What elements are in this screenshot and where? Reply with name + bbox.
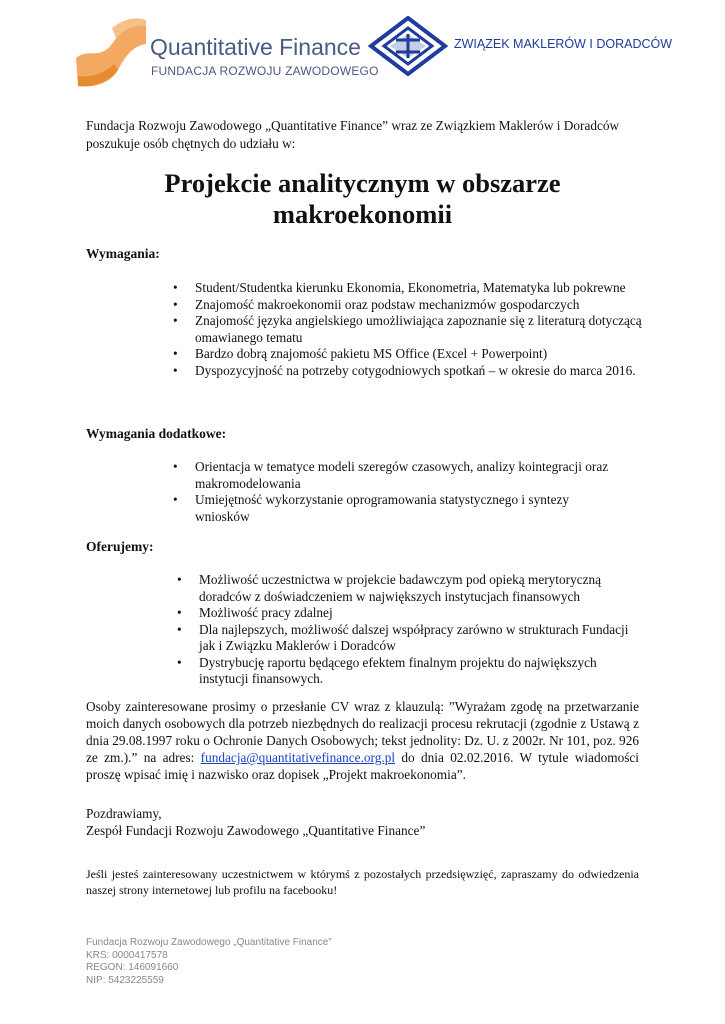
application-text-end: do dnia 02.02.2016. W tytule wiadomości proszę wpisać imię i nazwisko oraz dopisek „Projekt makroekonomia”. (86, 750, 639, 782)
footer-nip: NIP: 5423225559 (86, 974, 164, 986)
list-item: • Dla najlepszych, możliwość dalszej współpracy zarówno w strukturach Fundacji jak i Związku Maklerów i Doradców (177, 622, 647, 655)
signoff (86, 805, 425, 839)
list-item: • Bardzo dobrą znajomość pakietu MS Office (Excel + Powerpoint) (173, 346, 643, 363)
list-item: • Możliwość uczestnictwa w projekcie badawczym pod opieką merytoryczną doradców z doświadczeniem w największych instytucjach finansowych (177, 572, 647, 605)
list-item: • Umiejętność wykorzystanie oprogramowania statystycznego i syntezy wniosków (173, 492, 623, 525)
additional-list (173, 459, 623, 525)
email-link[interactable]: fundacja@quantitativefinance.org.pl (200, 750, 396, 765)
offer-list (177, 572, 647, 688)
list-item: • Możliwość pracy zdalnej (177, 605, 647, 622)
list-item: • Znajomość makroekonomii oraz podstaw mechanizmów gospodarczych (173, 297, 643, 314)
footer-regon: REGON: 146091660 (86, 962, 179, 973)
closing-text: Jeśli jesteś zainteresowany uczestnictwem w którymś z pozostałych przedsięwzięć, zapraszamy do odwiedzenia naszej strony internetowej lub profilu na facebooku! (86, 867, 639, 897)
greeting: Pozdrawiamy, (86, 806, 162, 821)
requirements-list (173, 280, 643, 379)
title-line-2: makroekonomii (272, 199, 453, 229)
zmid-diamond-icon (368, 16, 448, 76)
list-item: • Student/Studentka kierunku Ekonomia, Ekonometria, Matematyka lub pokrewne (173, 280, 643, 297)
signature: Zespół Fundacji Rozwoju Zawodowego „Quantitative Finance” (86, 823, 426, 838)
qf-wave-icon (74, 14, 149, 90)
list-item: • Orientacja w tematyce modeli szeregów czasowych, analizy kointegracji oraz makromodelowania (173, 459, 623, 492)
offer-heading: Oferujemy: (86, 539, 154, 554)
application-paragraph (86, 698, 639, 783)
requirements-heading: Wymagania: (86, 246, 160, 261)
zmid-logo (368, 16, 673, 76)
qf-logo-subtitle: FUNDACJA ROZWOJU ZAWODOWEGO (151, 64, 379, 78)
additional-heading: Wymagania dodatkowe: (86, 426, 227, 441)
list-item: • Znajomość języka angielskiego umożliwiająca zapoznanie się z literaturą dotyczącą omawianego tematu (173, 313, 643, 346)
page-title (86, 168, 639, 230)
footer-org: Fundacja Rozwoju Zawodowego „Quantitative Finance” (86, 937, 332, 948)
footer-krs: KRS: 0000417578 (86, 949, 168, 961)
qf-logo (74, 14, 379, 90)
qf-logo-name: Quantitative Finance (150, 34, 361, 60)
list-item: • Dystrybucję raportu będącego efektem finalnym projektu do największych instytucji finansowych. (177, 655, 647, 688)
title-line-1: Projekcie analitycznym w obszarze (164, 168, 561, 198)
zmid-logo-name: ZWIĄZEK MAKLERÓW I DORADCÓW (454, 37, 673, 51)
application-text: Osoby zainteresowane prosimy o przesłanie CV wraz z klauzulą: ”Wyrażam zgodę na przetwarzanie moich danych osobowych dla potrzeb niezbędnych do realizacji procesu rekrutacji (zgodnie z Ustawą z dnia 29.08.1997 roku o Ochronie Danych Osobowych; tekst jednolity: Dz. U. z 2002r. Nr 101, poz. 926 ze zm.).” na adres: (86, 699, 639, 765)
footer (86, 937, 332, 987)
intro-text: Fundacja Rozwoju Zawodowego „Quantitative Finance” wraz ze Związkiem Maklerów i Doradców poszukuje osób chętnych do udziału w: (86, 118, 620, 151)
list-item: • Dyspozycyjność na potrzeby cotygodniowych spotkań – w okresie do marca 2016. (173, 363, 643, 380)
